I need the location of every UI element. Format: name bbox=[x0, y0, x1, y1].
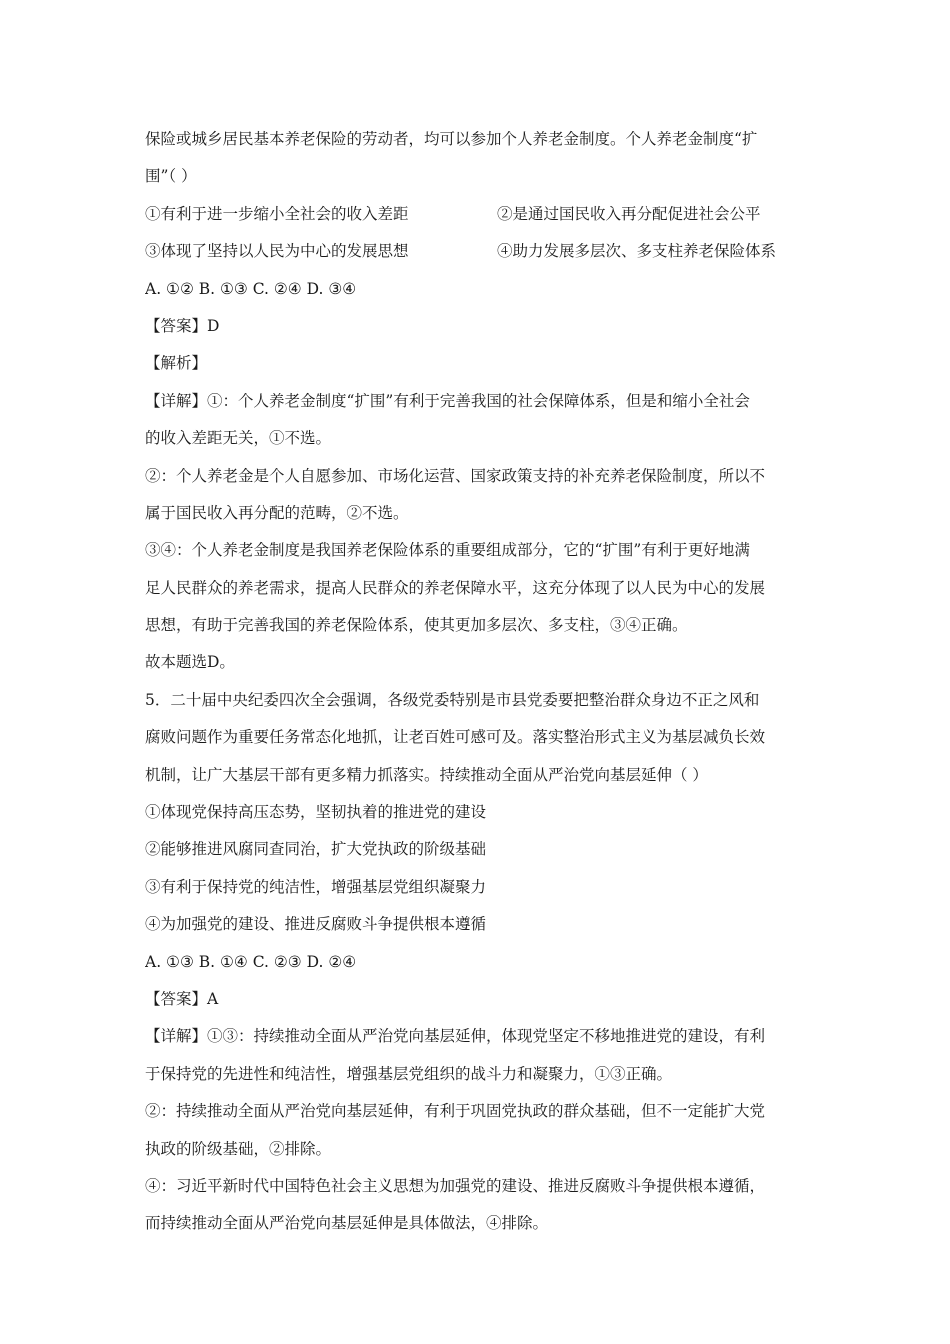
option-4: ④为加强党的建设、推进反腐败斗争提供根本遵循 bbox=[145, 915, 487, 934]
explanation-line: 足人民群众的养老需求，提高人民群众的养老保障水平，这充分体现了以人民为中心的发展 bbox=[145, 578, 766, 597]
explanation-line: 【详解】①③：持续推动全面从严治党向基层延伸，体现党坚定不移地推进党的建设，有利 bbox=[145, 1027, 766, 1046]
analysis-label: 【解析】 bbox=[145, 354, 208, 373]
question-stem-line: 5．二十届中央纪委四次全会强调，各级党委特别是市县党委要把整治群众身边不正之风和 bbox=[145, 690, 760, 709]
explanation-line: ②：持续推动全面从严治党向基层延伸，有利于巩固党执政的群众基础，但不一定能扩大党 bbox=[145, 1102, 766, 1121]
option-3: ③有利于保持党的纯洁性，增强基层党组织凝聚力 bbox=[145, 877, 487, 896]
answer-line: 【答案】D bbox=[145, 316, 220, 335]
option-3: ③体现了坚持以人民为中心的发展思想 bbox=[145, 242, 409, 261]
option-1: ①体现党保持高压态势，坚韧执着的推进党的建设 bbox=[145, 803, 487, 822]
explanation-line: 于保持党的先进性和纯洁性，增强基层党组织的战斗力和凝聚力，①③正确。 bbox=[145, 1064, 673, 1083]
question-stem-line: 保险或城乡居民基本养老保险的劳动者，均可以参加个人养老金制度。个人养老金制度“扩 bbox=[145, 130, 758, 148]
explanation-line: ②：个人养老金是个人自愿参加、市场化运营、国家政策支持的补充养老保险制度，所以不 bbox=[145, 466, 766, 485]
answer-line: 【答案】A bbox=[145, 989, 219, 1008]
explanation-line: 思想，有助于完善我国的养老保险体系，使其更加多层次、多支柱，③④正确。 bbox=[145, 616, 688, 635]
option-1: ①有利于进一步缩小全社会的收入差距 bbox=[145, 204, 409, 223]
explanation-line: 故本题选D。 bbox=[145, 653, 235, 672]
option-4: ④助力发展多层次、多支柱养老保险体系 bbox=[497, 242, 777, 261]
explanation-line: 执政的阶级基础，②排除。 bbox=[145, 1139, 332, 1158]
option-2: ②是通过国民收入再分配促进社会公平 bbox=[497, 204, 761, 223]
explanation-line: ③④：个人养老金制度是我国养老保险体系的重要组成部分，它的“扩围”有利于更好地满 bbox=[145, 541, 750, 560]
explanation-line: 的收入差距无关，①不选。 bbox=[145, 429, 332, 448]
answer-choices: A. ①③ B. ①④ C. ②③ D. ②④ bbox=[145, 952, 357, 971]
question-4 bbox=[145, 121, 810, 682]
option-row bbox=[145, 196, 810, 233]
option-row bbox=[145, 233, 810, 270]
explanation-line: 属于国民收入再分配的范畴，②不选。 bbox=[145, 503, 409, 522]
question-stem-line: 机制，让广大基层干部有更多精力抓落实。持续推动全面从严治党向基层延伸（ ） bbox=[145, 765, 708, 784]
question-stem-line: 腐败问题作为重要任务常态化地抓，让老百姓可感可及。落实整治形式主义为基层减负长效 bbox=[145, 728, 766, 747]
page-content bbox=[145, 121, 810, 1243]
answer-choices: A. ①② B. ①③ C. ②④ D. ③④ bbox=[145, 279, 357, 298]
explanation-line: ④：习近平新时代中国特色社会主义思想为加强党的建设、推进反腐败斗争提供根本遵循， bbox=[145, 1176, 766, 1195]
question-5 bbox=[145, 682, 810, 1243]
option-2: ②能够推进风腐同查同治，扩大党执政的阶级基础 bbox=[145, 840, 487, 859]
question-stem-line: 围”（ ） bbox=[145, 167, 197, 186]
explanation-line: 【详解】①：个人养老金制度“扩围”有利于完善我国的社会保障体系，但是和缩小全社会 bbox=[145, 391, 750, 410]
explanation-line: 而持续推动全面从严治党向基层延伸是具体做法，④排除。 bbox=[145, 1214, 549, 1233]
